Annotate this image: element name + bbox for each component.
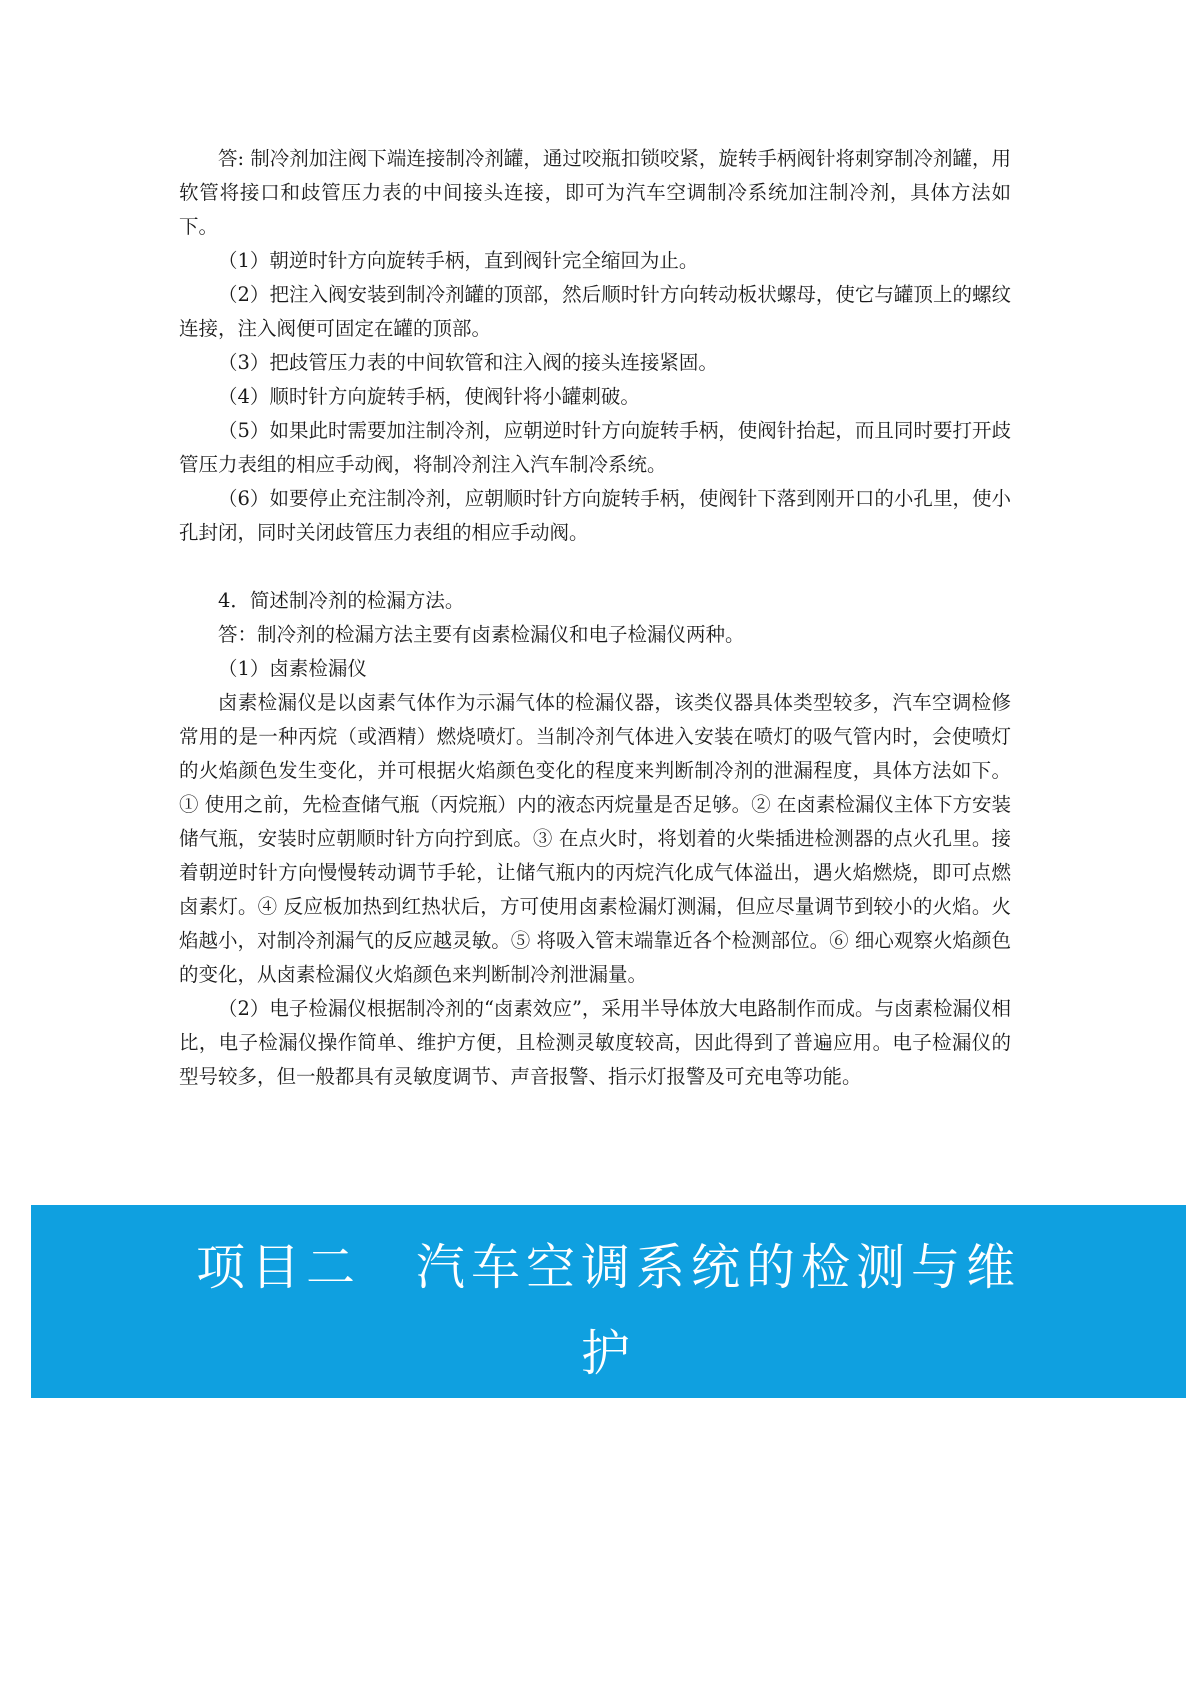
step-5-paragraph: （5）如果此时需要加注制冷剂，应朝逆时针方向旋转手柄，使阀针抬起，而且同时要打开歧管压力表组的相应手动阀，将制冷剂注入汽车制冷系统。	[179, 419, 1011, 476]
halogen-detector-heading: （1）卤素检漏仪	[218, 657, 367, 680]
step-4-paragraph: （4）顺时针方向旋转手柄，使阀针将小罐刺破。	[218, 385, 640, 408]
halogen-detector-paragraph: 卤素检漏仪是以卤素气体作为示漏气体的检漏仪器，该类仪器具体类型较多，汽车空调检修常用的是一种丙烷（或酒精）燃烧喷灯。当制冷剂气体进入安装在喷灯的吸气管内时，会使喷灯的火焰颜色发生变化，并可根据火焰颜色变化的程度来判断制冷剂的泄漏程度，具体方法如下。① 使用之前，先检查储气瓶（丙烷瓶）内的液态丙烷量是否足够。② 在卤素检漏仪主体下方安装储气瓶，安装时应朝顺时针方向拧到底。③ 在点火时，将划着的火柴插进检测器的点火孔里。接着朝逆时针方向慢慢转动调节手轮，让储气瓶内的丙烷汽化成气体溢出，遇火焰燃烧，即可点燃卤素灯。④ 反应板加热到红热状后，方可使用卤素检漏灯测漏，但应尽量调节到较小的火焰。火焰越小，对制冷剂漏气的反应越灵敏。⑤ 将吸入管末端靠近各个检测部位。⑥ 细心观察火焰颜色的变化，从卤素检漏仪火焰颜色来判断制冷剂泄漏量。	[179, 691, 1011, 986]
step-6-paragraph: （6）如要停止充注制冷剂，应朝顺时针方向旋转手柄，使阀针下落到刚开口的小孔里，使小孔封闭，同时关闭歧管压力表组的相应手动阀。	[179, 487, 1011, 544]
step-2-paragraph: （2）把注入阀安装到制冷剂罐的顶部，然后顺时针方向转动板状螺母，使它与罐顶上的螺纹连接，注入阀便可固定在罐的顶部。	[179, 283, 1011, 340]
answer-paragraph: 答: 制冷剂加注阀下端连接制冷剂罐，通过咬瓶扣锁咬紧，旋转手柄阀针将刺穿制冷剂罐，用软管将接口和歧管压力表的中间接头连接，即可为汽车空调制冷系统加注制冷剂，具体方法如下。	[179, 147, 1011, 238]
electronic-detector-paragraph: （2）电子检漏仪根据制冷剂的“卤素效应”，采用半导体放大电路制作而成。与卤素检漏仪相比，电子检漏仪操作简单、维护方便，且检测灵敏度较高，因此得到了普遍应用。电子检漏仪的型号较多，但一般都具有灵敏度调节、声音报警、指示灯报警及可充电等功能。	[179, 997, 1011, 1088]
chapter-banner	[31, 1205, 1186, 1398]
document-body	[179, 142, 1011, 1094]
step-1-paragraph: （1）朝逆时针方向旋转手柄，直到阀针完全缩回为止。	[218, 249, 699, 272]
chapter-title-line-2: 护	[580, 1325, 636, 1382]
question-4-heading: 4．简述制冷剂的检漏方法。	[218, 589, 465, 612]
section-spacer	[179, 550, 1011, 584]
step-3-paragraph: （3）把歧管压力表的中间软管和注入阀的接头连接紧固。	[218, 351, 718, 374]
chapter-title-line-1: 项目二 汽车空调系统的检测与维	[195, 1239, 1021, 1296]
question-4-answer: 答：制冷剂的检漏方法主要有卤素检漏仪和电子检漏仪两种。	[218, 623, 745, 646]
